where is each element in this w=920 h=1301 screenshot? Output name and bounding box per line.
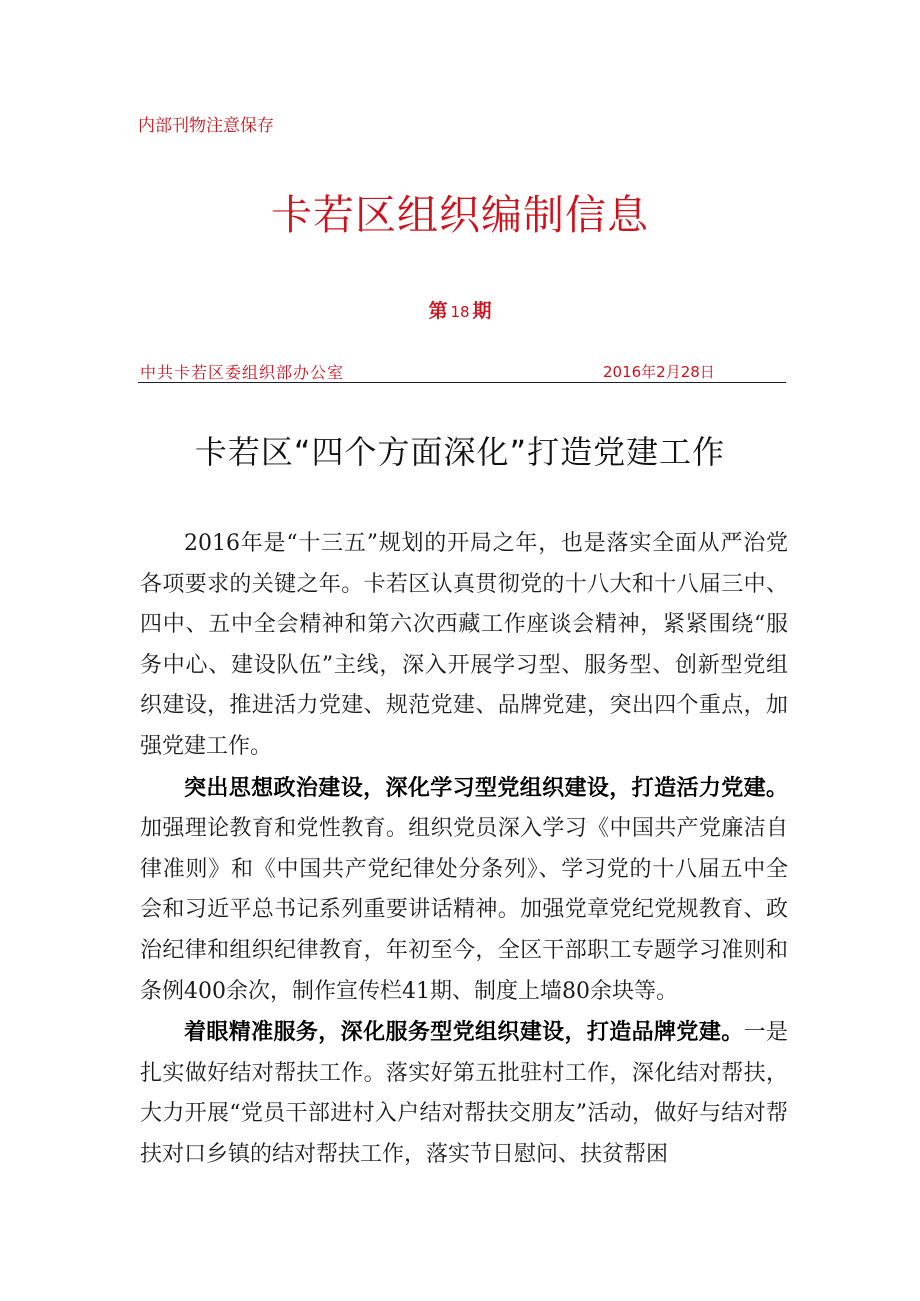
article-body xyxy=(140,523,788,1176)
issue-number xyxy=(0,296,920,323)
issue-number-value: 18 xyxy=(450,303,470,321)
paragraph-service xyxy=(140,1012,788,1175)
paragraph-ideology xyxy=(140,768,788,1013)
paragraph-intro xyxy=(140,523,788,768)
paragraph-lead: 突出思想政治建设，深化学习型党组织建设，打造活力党建。 xyxy=(184,774,788,801)
issuing-department: 中共卡若区委组织部办公室 xyxy=(140,363,345,382)
paragraph-text: 2016年是“十三五”规划的开局之年，也是落实全面从严治党各项要求的关键之年。卡若区认真贯彻党的十八大和十八届三中、四中、五中全会精神和第六次西藏工作座谈会精神，紧紧围绕“服务中心、建设队伍”主线，深入开展学习型、服务型、创新型党组织建设，推进活力党建、规范党建、品牌党建，突出四个重点，加强党建工作。 xyxy=(140,531,788,759)
publication-title: 卡若区组织编制信息 xyxy=(271,191,649,239)
issue-prefix: 第 xyxy=(428,300,448,322)
paragraph-text: 一是扎实做好结对帮扶工作。落实好第五批驻村工作，深化结对帮扶，大力开展“党员干部进村入户结对帮扶交朋友”活动，做好与结对帮扶对口乡镇的结对帮扶工作，落实节日慰问、扶贫帮困 xyxy=(140,1020,788,1167)
article-title: 卡若区“四个方面深化”打造党建工作 xyxy=(194,433,726,471)
internal-notice: 内部刊物注意保存 xyxy=(138,116,274,136)
header-divider xyxy=(138,382,786,383)
paragraph-lead: 着眼精准服务，深化服务型党组织建设，打造品牌党建。 xyxy=(184,1019,744,1046)
issue-suffix: 期 xyxy=(472,300,492,322)
issue-date: 2016年2月28日 xyxy=(603,363,715,381)
paragraph-text: 加强理论教育和党性教育。组织党员深入学习《中国共产党廉洁自律准则》和《中国共产党纪律处分条列》、学习党的十八届五中全会和习近平总书记系列重要讲话精神。加强党章党纪党规教育、政治纪律和组织纪律教育，年初至今，全区干部职工专题学习准则和条例400余次，制作宣传栏41期、制度上墙80余块等。 xyxy=(140,816,788,1004)
